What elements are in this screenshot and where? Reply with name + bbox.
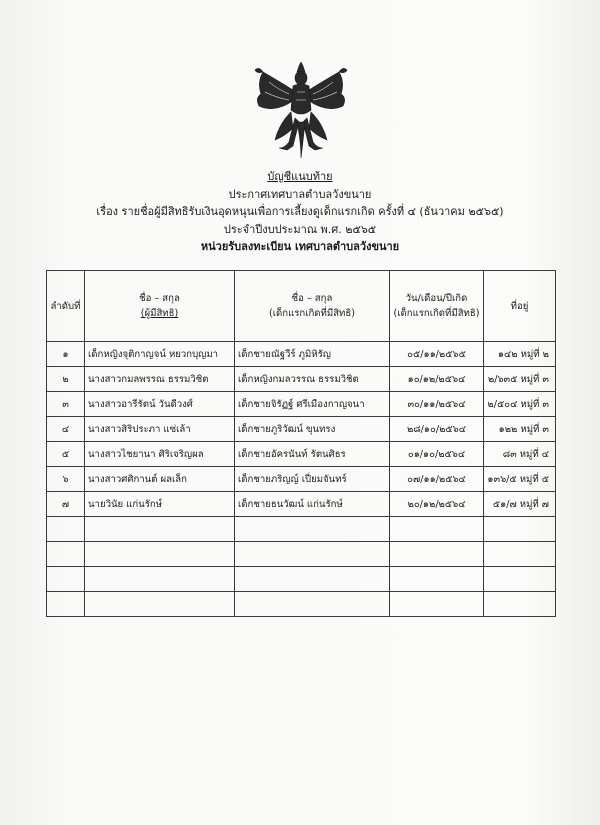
cell-no <box>47 592 85 617</box>
cell-dob <box>390 592 484 617</box>
cell-no: ๕ <box>47 442 85 467</box>
cell-address <box>484 567 556 592</box>
cell-dob <box>390 517 484 542</box>
table-row <box>47 542 556 567</box>
cell-no: ๗ <box>47 492 85 517</box>
cell-address: ๘๓ หมู่ที่ ๔ <box>484 442 556 467</box>
cell-beneficiary: นางสาวศศิกานต์ ผลเล็ก <box>85 467 235 492</box>
table-header-row <box>47 271 556 342</box>
cell-no: ๑ <box>47 342 85 367</box>
header-dob-sub: (เด็กแรกเกิดที่มีสิทธิ) <box>393 308 480 319</box>
cell-dob: ๐๑/๑๐/๒๕๖๔ <box>390 442 484 467</box>
table-row <box>47 342 556 367</box>
header-dob-label: วัน/เดือน/ปีเกิด <box>405 293 468 304</box>
cell-address: ๒/๕๐๔ หมู่ที่ ๓ <box>484 392 556 417</box>
cell-address: ๕๑/๗ หมู่ที่ ๗ <box>484 492 556 517</box>
cell-beneficiary: นางสาวไชยานา ศิริเจริญผล <box>85 442 235 467</box>
table-row <box>47 517 556 542</box>
garuda-emblem-icon <box>249 62 353 162</box>
cell-address: ๑๒๒ หมู่ที่ ๓ <box>484 417 556 442</box>
cell-child <box>235 542 390 567</box>
cell-beneficiary: นางสาวสิริประภา แซ่เล้า <box>85 417 235 442</box>
cell-dob: ๒๐/๑๒/๒๕๖๔ <box>390 492 484 517</box>
cell-address: ๑๓๖/๕ หมู่ที่ ๕ <box>484 467 556 492</box>
doc-issuer: ประกาศเทศบาลตำบลวังขนาย <box>228 187 372 201</box>
table-row <box>47 417 556 442</box>
doc-unit: หน่วยรับลงทะเบียน เทศบาลตำบลวังขนาย <box>200 240 400 253</box>
header-beneficiary <box>85 271 235 342</box>
cell-dob: ๓๐/๑๑/๒๕๖๔ <box>390 392 484 417</box>
cell-address: ๑๔๒ หมู่ที่ ๒ <box>484 342 556 367</box>
cell-beneficiary <box>85 592 235 617</box>
cell-dob <box>390 542 484 567</box>
cell-child <box>235 567 390 592</box>
cell-dob <box>390 567 484 592</box>
cell-child: เด็กชายณัฐวีร์ ภูมิหิรัญ <box>235 342 390 367</box>
header-beneficiary-sub: (ผู้มีสิทธิ) <box>140 308 179 319</box>
cell-beneficiary: เด็กหญิงจุติกาญจน์ หยวกบุญมา <box>85 342 235 367</box>
cell-address: ๒/๖๓๕ หมู่ที่ ๓ <box>484 367 556 392</box>
table-row <box>47 592 556 617</box>
cell-dob: ๐๕/๑๑/๒๕๖๕ <box>390 342 484 367</box>
cell-no <box>47 567 85 592</box>
cell-child <box>235 592 390 617</box>
cell-child: เด็กชายจิรัฏฐ์ ศรีเมืองกาญจนา <box>235 392 390 417</box>
cell-address <box>484 517 556 542</box>
cell-beneficiary <box>85 517 235 542</box>
cell-beneficiary: นายวินัย แก่นรักษ์ <box>85 492 235 517</box>
table-row <box>47 442 556 467</box>
cell-no: ๔ <box>47 417 85 442</box>
header-address: ที่อยู่ <box>484 271 556 342</box>
table-row <box>47 567 556 592</box>
table-row <box>47 392 556 417</box>
header-child-label: ชื่อ – สกุล <box>291 293 333 304</box>
doc-subject: เรื่อง รายชื่อผู้มีสิทธิรับเงินอุดหนุนเพื่อการเลี้ยงดูเด็กแรกเกิด ครั้งที่ ๔ (ธันวาคม ๒๕๖๕) <box>96 205 504 218</box>
document-header <box>0 168 600 256</box>
cell-child: เด็กหญิงกมลวรรณ ธรรมวิชิต <box>235 367 390 392</box>
cell-no <box>47 542 85 567</box>
doc-fiscal-year: ประจำปีงบประมาณ พ.ศ. ๒๕๖๕ <box>223 222 377 236</box>
table-row <box>47 492 556 517</box>
cell-beneficiary <box>85 567 235 592</box>
cell-beneficiary: นางสาวอารีรัตน์ วันดีวงศ์ <box>85 392 235 417</box>
doc-heading: บัญชีแนบท้าย <box>267 170 333 183</box>
header-dob <box>390 271 484 342</box>
cell-no: ๒ <box>47 367 85 392</box>
cell-beneficiary: นางสาวกมลพรรณ ธรรมวิชิต <box>85 367 235 392</box>
cell-address <box>484 542 556 567</box>
cell-address <box>484 592 556 617</box>
beneficiary-table <box>46 270 556 617</box>
cell-dob: ๑๐/๑๒/๒๕๖๔ <box>390 367 484 392</box>
cell-child: เด็กชายธนวัฒน์ แก่นรักษ์ <box>235 492 390 517</box>
cell-no: ๖ <box>47 467 85 492</box>
cell-child: เด็กชายอัครนันท์ รัตนศิธร <box>235 442 390 467</box>
cell-no <box>47 517 85 542</box>
header-child <box>235 271 390 342</box>
table-row <box>47 367 556 392</box>
table-row <box>47 467 556 492</box>
cell-dob: ๒๘/๑๐/๒๕๖๔ <box>390 417 484 442</box>
header-no: ลำดับที่ <box>47 271 85 342</box>
cell-dob: ๐๗/๑๑/๒๕๖๔ <box>390 467 484 492</box>
header-child-sub: (เด็กแรกเกิดที่มีสิทธิ) <box>269 308 355 319</box>
cell-beneficiary <box>85 542 235 567</box>
cell-child: เด็กชายภริญญ์ เปี่ยมจันทร์ <box>235 467 390 492</box>
header-beneficiary-label: ชื่อ – สกุล <box>139 293 180 304</box>
cell-child <box>235 517 390 542</box>
cell-no: ๓ <box>47 392 85 417</box>
cell-child: เด็กชายภูริวัฒน์ ขุนทรง <box>235 417 390 442</box>
